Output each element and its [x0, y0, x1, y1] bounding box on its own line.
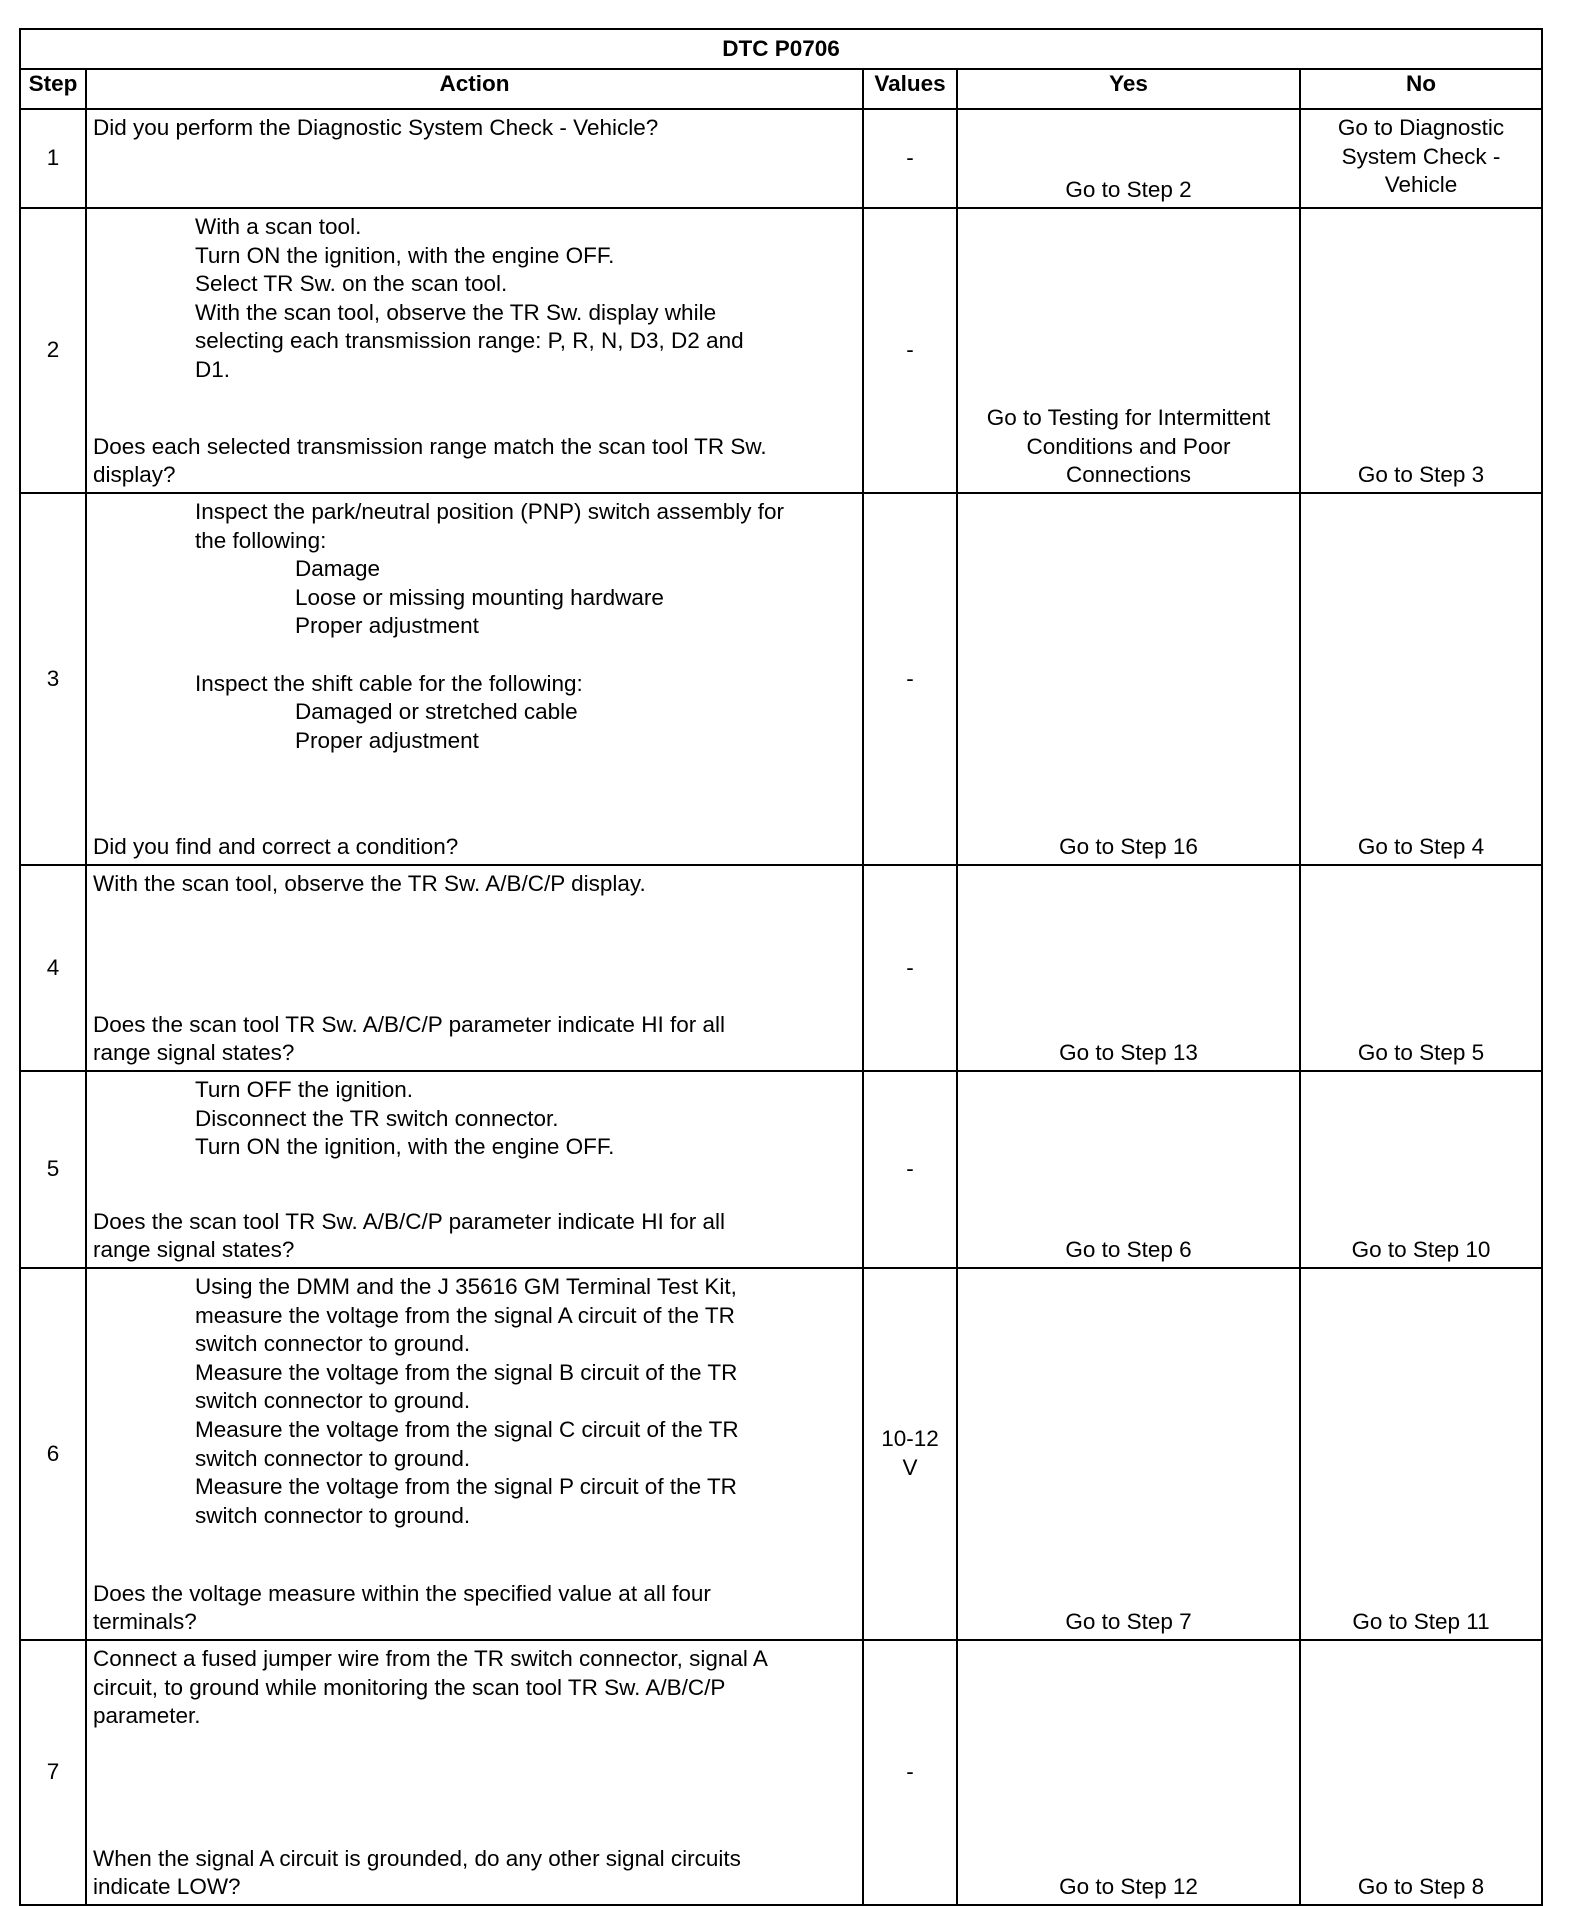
action-question [93, 833, 856, 862]
value-line: - [906, 1156, 914, 1182]
action-question [93, 1208, 856, 1265]
yes-line: Go to Step 2 [1065, 177, 1192, 203]
question-line: Does the scan tool TR Sw. A/B/C/P parameter indicate HI for all [93, 1011, 725, 1037]
question-line: Does the voltage measure within the specified value at all four [93, 1580, 711, 1606]
yes-cell [957, 109, 1300, 208]
step-number: 6 [20, 1268, 86, 1640]
action-line: measure the voltage from the signal A circuit of the TR [195, 1302, 735, 1328]
values-cell [863, 208, 957, 493]
yes-line: Connections [1065, 462, 1192, 488]
action-line: Select TR Sw. on the scan tool. [195, 271, 508, 297]
action-cell [86, 109, 863, 208]
no-line: Go to Step 4 [1357, 834, 1485, 860]
step-number: 1 [20, 109, 86, 208]
action-line: Measure the voltage from the signal P circuit of the TR [195, 1474, 737, 1500]
action-line: Proper adjustment [295, 727, 479, 753]
action-line: Loose or missing mounting hardware [295, 584, 664, 610]
no-cell [1300, 1071, 1542, 1268]
action-steps [93, 498, 856, 755]
value-line: 10-12 [881, 1426, 939, 1452]
table-row [20, 1640, 1542, 1905]
step-number: 7 [20, 1640, 86, 1905]
action-steps [93, 213, 856, 385]
action-line: With the scan tool, observe the TR Sw. display while [195, 299, 717, 325]
table-row [20, 865, 1542, 1071]
yes-cell [957, 493, 1300, 865]
no-line: Go to Step 10 [1351, 1237, 1491, 1263]
action-content [93, 1076, 856, 1265]
value-line: - [906, 1759, 914, 1785]
action-cell [86, 1071, 863, 1268]
action-line: With a scan tool. [195, 214, 362, 239]
values-cell [863, 1640, 957, 1905]
no-line: Go to Step 5 [1357, 1040, 1485, 1066]
dtc-table [19, 28, 1543, 1906]
step-number: 4 [20, 865, 86, 1071]
header-row [20, 69, 1542, 109]
action-cell [86, 865, 863, 1071]
action-content [93, 498, 856, 862]
action-line: Did you perform the Diagnostic System Check - Vehicle? [93, 115, 659, 140]
title-row [20, 29, 1542, 69]
yes-line: Go to Step 7 [1065, 1609, 1192, 1635]
question-line: indicate LOW? [93, 1874, 241, 1900]
header-step: Step [20, 69, 86, 109]
action-line: the following: [195, 527, 327, 553]
yes-line: Go to Step 16 [1059, 834, 1198, 860]
action-line: selecting each transmission range: P, R, N, D3, D2 and [195, 328, 744, 354]
no-line: Go to Step 8 [1357, 1874, 1485, 1900]
value-line: - [906, 337, 914, 363]
yes-cell [957, 208, 1300, 493]
no-cell [1300, 208, 1542, 493]
header-action: Action [86, 69, 863, 109]
no-line: Go to Step 3 [1357, 462, 1485, 488]
action-question [93, 1011, 856, 1068]
question-line: Did you find and correct a condition? [93, 834, 459, 860]
question-line: display? [93, 462, 176, 488]
action-line: Measure the voltage from the signal C circuit of the TR [195, 1416, 739, 1442]
action-line: switch connector to ground. [195, 1445, 471, 1471]
action-line: Disconnect the TR switch connector. [195, 1105, 559, 1131]
action-question [93, 1845, 856, 1902]
step-number: 2 [20, 208, 86, 493]
yes-line: Conditions and Poor [1026, 433, 1231, 459]
action-content [93, 870, 856, 1068]
header-values: Values [863, 69, 957, 109]
action-line: Connect a fused jumper wire from the TR switch connector, signal A [93, 1646, 768, 1671]
question-line: Does each selected transmission range match the scan tool TR Sw. [93, 433, 767, 459]
action-steps [93, 1076, 856, 1162]
table-row [20, 493, 1542, 865]
yes-cell [957, 1071, 1300, 1268]
action-line: Using the DMM and the J 35616 GM Terminal Test Kit, [195, 1274, 737, 1299]
action-line: Damaged or stretched cable [295, 699, 578, 725]
action-line: Proper adjustment [295, 613, 479, 639]
action-cell [86, 1268, 863, 1640]
values-cell [863, 865, 957, 1071]
action-line: parameter. [93, 1703, 201, 1729]
action-line: With the scan tool, observe the TR Sw. A/B/C/P display. [93, 871, 646, 896]
value-line: - [906, 954, 914, 980]
header-no: No [1300, 69, 1542, 109]
no-cell [1300, 1268, 1542, 1640]
values-cell [863, 1268, 957, 1640]
table-row [20, 1071, 1542, 1268]
question-line: terminals? [93, 1609, 197, 1635]
table-body [20, 109, 1542, 1905]
yes-cell [957, 1640, 1300, 1905]
values-cell [863, 493, 957, 865]
question-line: range signal states? [93, 1237, 295, 1263]
action-steps [93, 1645, 856, 1731]
action-line: switch connector to ground. [195, 1388, 471, 1414]
action-line: Measure the voltage from the signal B circuit of the TR [195, 1359, 738, 1385]
no-cell [1300, 1640, 1542, 1905]
step-number: 5 [20, 1071, 86, 1268]
action-line: Turn OFF the ignition. [195, 1077, 414, 1102]
value-line: V [902, 1455, 918, 1480]
action-content [93, 1645, 856, 1902]
yes-line: Go to Step 12 [1059, 1874, 1198, 1900]
action-line: D1. [195, 356, 231, 382]
action-steps [93, 1273, 856, 1530]
yes-line: Go to Step 6 [1065, 1237, 1192, 1263]
no-line: Go to Step 11 [1352, 1609, 1490, 1635]
action-steps [93, 114, 856, 143]
header-yes: Yes [957, 69, 1300, 109]
action-line: switch connector to ground. [195, 1331, 471, 1357]
action-line: switch connector to ground. [195, 1502, 471, 1528]
action-line [93, 641, 856, 670]
action-line: circuit, to ground while monitoring the scan tool TR Sw. A/B/C/P [93, 1674, 726, 1700]
yes-line: Go to Step 13 [1059, 1040, 1198, 1066]
table-title: DTC P0706 [20, 29, 1542, 69]
no-line: Go to Diagnostic [1337, 115, 1505, 140]
action-line: Inspect the park/neutral position (PNP) switch assembly for [195, 499, 784, 524]
value-line: - [906, 145, 914, 171]
action-line: Turn ON the ignition, with the engine OFF. [195, 1134, 615, 1160]
action-cell [86, 493, 863, 865]
question-line: When the signal A circuit is grounded, do any other signal circuits [93, 1845, 741, 1871]
action-line: Turn ON the ignition, with the engine OFF. [195, 242, 615, 268]
table-row [20, 109, 1542, 208]
no-cell [1300, 865, 1542, 1071]
action-content [93, 213, 856, 490]
yes-line: Go to Testing for Intermittent [986, 405, 1271, 431]
action-line: Damage [295, 556, 381, 582]
table-row [20, 1268, 1542, 1640]
question-line: range signal states? [93, 1040, 295, 1066]
action-steps [93, 870, 856, 899]
action-content [93, 114, 856, 205]
yes-cell [957, 865, 1300, 1071]
yes-cell [957, 1268, 1300, 1640]
values-cell [863, 109, 957, 208]
table-row [20, 208, 1542, 493]
action-content [93, 1273, 856, 1637]
action-cell [86, 208, 863, 493]
step-number: 3 [20, 493, 86, 865]
action-cell [86, 1640, 863, 1905]
action-question [93, 433, 856, 490]
action-line: Inspect the shift cable for the following: [195, 670, 583, 696]
action-question [93, 1580, 856, 1637]
no-line: System Check - [1341, 143, 1501, 169]
no-cell [1300, 109, 1542, 208]
values-cell [863, 1071, 957, 1268]
value-line: - [906, 665, 914, 691]
question-line: Does the scan tool TR Sw. A/B/C/P parameter indicate HI for all [93, 1208, 725, 1234]
no-cell [1300, 493, 1542, 865]
no-line: Vehicle [1384, 172, 1458, 198]
